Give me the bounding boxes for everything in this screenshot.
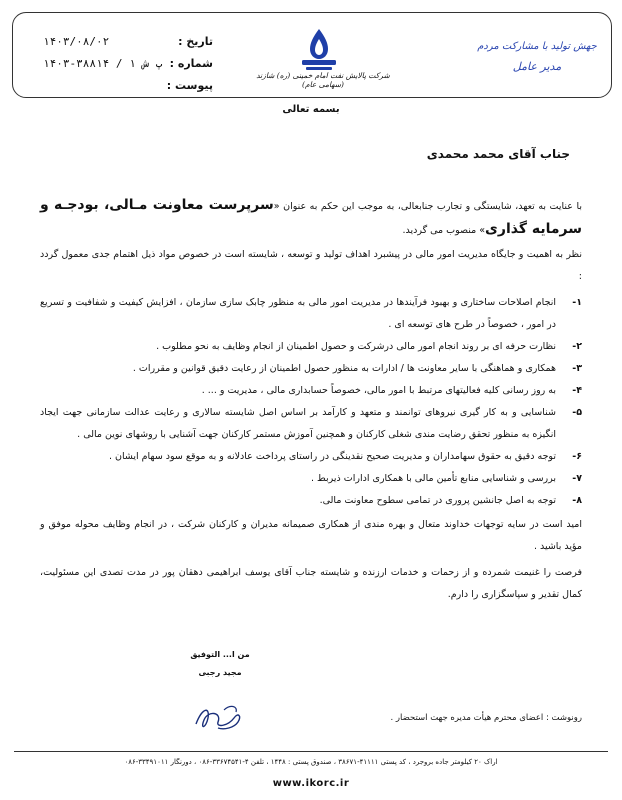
signatory-name: مجید رجبی — [198, 668, 242, 677]
item-number: ۶- — [572, 451, 582, 462]
attachment-row — [43, 75, 213, 97]
item-text: بررسی و شناسایی منابع تأمین مالی با همکاری ادارات ذیربط . — [310, 473, 556, 484]
item-text: همکاری و هماهنگی با سایر معاونت ها / ادارات به منظور حصول اطمینان از رعایت دقیق قوانین و مقررات . — [132, 363, 556, 374]
list-item — [40, 490, 582, 512]
item-text: نظارت حرفه ای بر روند انجام امور مالی درشرکت و حصول اطمینان از انجام وظایف به نحو مطلوب . — [156, 341, 556, 352]
item-number: ۴- — [572, 385, 582, 396]
item-number: ۷- — [572, 473, 582, 484]
bismillah-heading: بسمه تعالی — [282, 104, 340, 115]
item-text: توجه دقیق به حقوق سهامداران و مدیریت صحیح نقدینگی در راستای پرداخت عادلانه و به موقع سود سهام ایشان . — [108, 451, 556, 462]
footer-address: اراک ۲۰ کیلومتر جاده بروجرد ، کد پستی ۴۱۱۱۱-۳۸۶۷۱ ، صندوق پستی : ۱۴۴۸ ، تلفن ۴-۳۳۶۷۴۵۴۱-۰۸۶ ، دورنگار ۳۳۴۹۱۰۱۱-۰۸۶ — [124, 758, 498, 766]
date-row — [43, 31, 213, 53]
list-item — [40, 358, 582, 380]
slogan — [477, 41, 597, 73]
date-value: ۱۴۰۳/۰۸/۰۲ — [43, 35, 110, 48]
number-label: شماره : — [169, 57, 213, 70]
appreciation-paragraph: فرصت را غنیمت شمرده و از زحمات و خدمات ارزنده و شایسته جناب آقای یوسف ابراهیمی دهقان پور در مدت تصدی این مسئولیت، کمال تقدیر و سپاسگزاری را دارم. — [40, 567, 582, 600]
list-item — [40, 402, 582, 446]
item-number: ۸- — [572, 495, 582, 506]
footer-website: www.ikorc.ir — [272, 778, 350, 789]
number-value: پ ش ۱ / ۳۸۸۱۴-۱۴۰۳ — [43, 57, 163, 70]
item-text: انجام اصلاحات ساختاری و بهبود فرآیندها در مدیریت امور مالی به منظور چابک سازی سازمان ، افزایش کیفیت و شفافیت و تسریع در امور ، خصوصاً در طرح های توسعه ای . — [40, 297, 556, 330]
slogan-line: جهش تولید با مشارکت مردم — [477, 41, 597, 52]
appointment-title: سرپرست معاونت مـالی، بودجـه و سرمایه گذاری — [40, 197, 582, 237]
date-label: تاریخ : — [178, 35, 213, 48]
addressee: جناب آقای محمد محمدی — [426, 147, 570, 161]
footer-divider — [14, 751, 608, 752]
company-name: شرکت پالایش نفت امام خمینی (ره) شازند (سهامی عام) — [256, 71, 390, 89]
item-text: شناسایی و به کار گیری نیروهای توانمند و متعهد و کارآمد بر اساس اصل شایسته سالاری و رعایت عدالت سازمانی جهت ایجاد انگیزه به منظور تحقق رضایت مندی شغلی کارکنان و همچنین آموزش مستمر کارکنان جهت آشنایی با روشهای نوین مالی . — [40, 407, 556, 440]
appointment-paragraph — [40, 194, 582, 242]
handwritten-signature-icon — [188, 700, 248, 734]
duties-list — [40, 292, 582, 512]
letter-meta — [43, 31, 213, 97]
company-logo-icon — [296, 27, 342, 73]
signature-greeting: من ا... التوفیق — [190, 650, 250, 659]
item-number: ۳- — [572, 363, 582, 374]
list-item — [40, 468, 582, 490]
list-item — [40, 446, 582, 468]
closing-paragraph: امید است در سایه توجهات خداوند متعال و بهره مندی از همکاری صمیمانه مدیران و کارکنان شرکت ، در انجام وظایف محوله موفق و مؤید باشید . — [40, 519, 582, 552]
intro-before: با عنایت به تعهد، شایستگی و تجارب جنابعالی، به موجب این حکم به عنوان « — [273, 201, 582, 212]
item-text: به روز رسانی کلیه فعالیتهای مرتبط با امور مالی، خصوصاً حسابداری مالی ، مدیریت و ... . — [201, 385, 556, 396]
letterhead-frame — [12, 12, 612, 98]
preface-paragraph: نظر به اهمیت و جایگاه مدیریت امور مالی در پیشبرد اهداف تولید و توسعه ، شایسته است در خصوص مواد ذیل اهتمام جدی معمول گردد : — [40, 249, 582, 282]
list-item — [40, 380, 582, 402]
intro-after: » منصوب می گردید. — [402, 225, 486, 236]
letter-body — [40, 194, 582, 610]
item-text: توجه به اصل جانشین پروری در تمامی سطوح معاونت مالی. — [319, 495, 556, 506]
ceo-title: مدیر عامل — [512, 60, 562, 73]
number-row — [43, 53, 213, 75]
item-number: ۱- — [572, 297, 582, 308]
attachment-label: پیوست : — [166, 79, 213, 92]
item-number: ۵- — [572, 407, 582, 418]
list-item — [40, 336, 582, 358]
carbon-copy-note: رونوشت : اعضای محترم هیأت مدیره جهت استحضار . — [390, 713, 582, 723]
item-number: ۲- — [572, 341, 582, 352]
signature-block — [190, 646, 250, 682]
list-item — [40, 292, 582, 336]
